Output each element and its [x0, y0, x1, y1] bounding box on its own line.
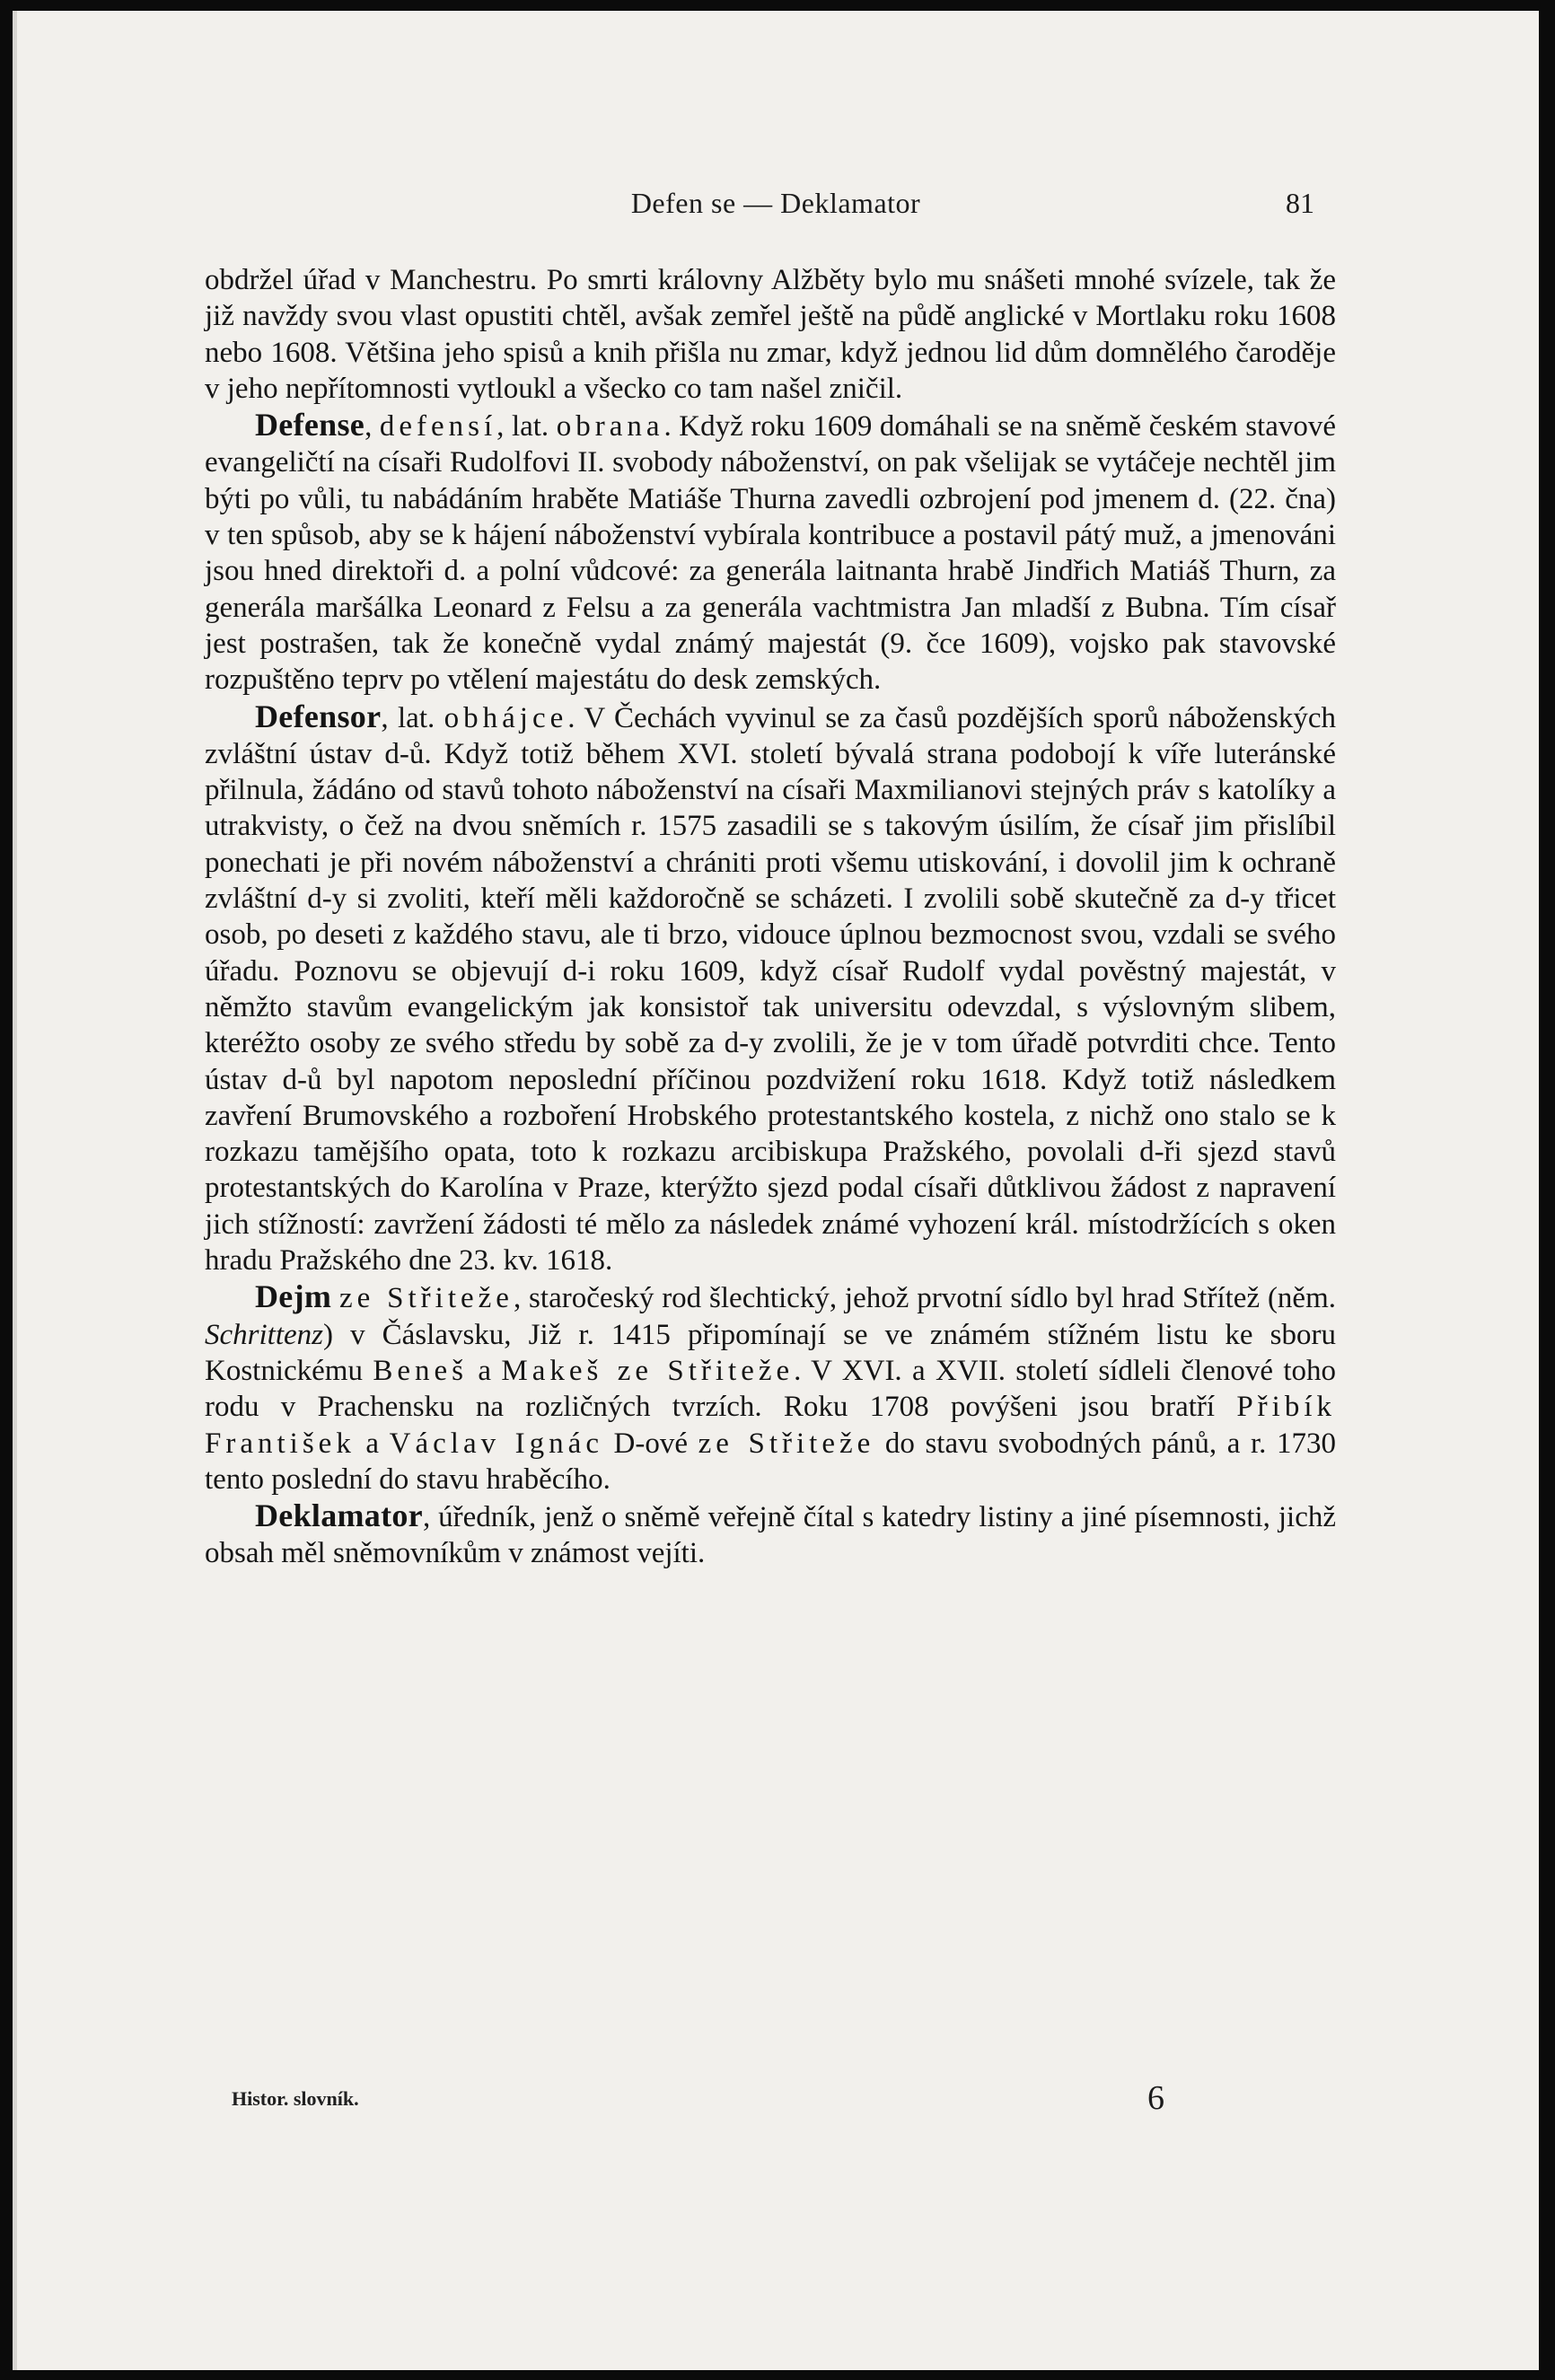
signature-mark: 6: [1147, 2079, 1164, 2117]
entry-dejm: [205, 1278, 1336, 1497]
text-segment: . V Čechách vyvinul se za časů pozdějších sporů náboženských zvláštní ústav d-ů. Když totiž během XVI. století bývalá strana podobojí k víře luteránské přilnula, žádáno od stavů tohoto náboženství na císaři Maxmilianovi stejných práv s katolíky a utrakvisty, o čež na dvou sněmích r. 1575 zasadili se s takovým úsilím, že císař jim přislíbil ponechati je při novém náboženství a chrániti proti všemu utiskování, i dovolil jim k ochraně zvláštní d-y si zvoliti, kteří měli každoročně se scházeti. I zvolili sobě skutečně za d-y třicet osob, po deseti z každého stavu, ale ti brzo, vidouce úplnou bezmocnost svou, vzdali se svého úřadu. Poznovu se objevují d-i roku 1609, když císař Rudolf vydal pověstný majestát, v němžto stavům evangelickým jak konsistoř tak universitu odevzdal, s výslovným slibem, kteréžto osoby ze svého středu by sobě za d-y zvolili, že je v tom úřadě potvrditi chce. Tento ústav d-ů byl napotom neposlední příčinou pozdvižení roku 1618. Když totiž následkem zavření Brumovského a rozboření Hrobského protestantského kostela, z nichž ono stalo se k rozkazu tamějšího opata, toto k rozkazu arcibiskupa Pražského, povolali d-ři sjezd stavů protestantských do Karolína v Praze, kterýžto sjezd podal císaři důtklivou žádost z napravení jich stížností: zavržení žádosti té mělo za následek známé vyhození král. místodržících s oken hradu Pražského dne 23. kv. 1618.: [205, 701, 1336, 1278]
spaced-text: obhájce: [444, 701, 568, 734]
text-segment: a: [468, 1354, 502, 1387]
spaced-text: ze Střiteže: [339, 1282, 514, 1315]
spaced-text: Václav Ignác: [389, 1427, 603, 1460]
paragraph: [205, 262, 1336, 407]
headword: Defensor: [255, 698, 382, 734]
spaced-text: ze Střiteže: [698, 1427, 875, 1460]
text-segment: . V XVI. a XVII. století sídleli členové toho rodu v Prachensku na rozličných tvrzích. Roku 1708 povýšeni jsou bratří: [205, 1354, 1337, 1424]
text-segment: obdržel úřad v Manchestru. Po smrti královny Alžběty bylo mu snášeti mnohé svízele, tak že již navždy svou vlast opustiti chtěl, avšak zemřel ještě na půdě anglické v Mortlaku roku 1608 nebo 1608. Většina jeho spisů a knih přišla nu zmar, když jednou lid dům domnělého čaroděje v jeho nepřítomnosti vytloukl a všecko co tam našel zničil.: [205, 264, 1336, 405]
text-segment: D-ové: [602, 1427, 698, 1460]
running-head-title: Defen se — Deklamator: [630, 187, 921, 219]
text-segment: . Když roku 1609 domáhali se na sněmě českém stavové evangeličtí na císaři Rudolfovi II. svobody náboženství, on pak všelijak se vytáčeje nechtěl jim býti po vůli, tu nabádáním hraběte Matiáše Thurna zavedli ozbrojení pod jmenem d. (22. čna) v ten spůsob, aby se k hájení náboženství vybírala kontribuce a postavil pátý muž, a jmenováni jsou hned direktoři d. a polní vůdcové: za generála laitnanta hrabě Jindřich Matiáš Thurn, za generála maršálka Leonard z Felsu a za generála vachtmistra Jan mladší z Bubna. Tím císař jest postrašen, tak že konečně vydal známý majestát (9. čce 1609), vojsko pak stavovské rozpuštěno teprv po vtělení majestátu do desk zemských.: [205, 410, 1337, 697]
entry-defense: [205, 407, 1336, 698]
text-segment: , staročeský rod šlechtický, jehož prvotní sídlo byl hrad Střítež (něm.: [513, 1282, 1336, 1315]
spaced-text: Přibík František: [205, 1391, 1336, 1460]
page-footer: [205, 2078, 1336, 2123]
page-number: 81: [1286, 187, 1314, 219]
text-segment: ) v Čáslavsku, Již r. 1415 připomínají se ve známém stížném listu ke sboru Kostnickému: [205, 1318, 1336, 1387]
entry-defensor: [205, 698, 1336, 1279]
text-segment: , lat.: [496, 410, 557, 444]
entry-deklamator: [205, 1497, 1336, 1572]
text-segment: , úředník, jenž o sněmě veřejně čítal s katedry listiny a jiné písemnosti, jichž obsah měl sněmovníkům v známost vejíti.: [205, 1501, 1336, 1570]
body-text: [205, 262, 1336, 1572]
spaced-text: obrana: [556, 410, 664, 444]
running-head: [13, 187, 1539, 223]
text-segment: do stavu svobodných pánů, a r. 1730 tento poslední do stavu hraběcího.: [205, 1427, 1336, 1496]
headword: Defense: [255, 407, 365, 444]
spaced-text: defensí: [379, 410, 497, 444]
footer-note: Histor. slovník.: [232, 2087, 359, 2110]
text-segment: [331, 1282, 339, 1314]
text-segment: , lat.: [381, 701, 444, 734]
italic-text: Schrittenz: [205, 1318, 323, 1351]
document-page: [13, 11, 1539, 2370]
headword: Dejm: [255, 1278, 332, 1315]
headword: Deklamator: [255, 1497, 423, 1534]
text-segment: ,: [365, 410, 380, 444]
spaced-text: Beneš: [373, 1354, 468, 1387]
spaced-text: Makeš ze Střiteže: [501, 1354, 795, 1387]
text-segment: a: [355, 1427, 390, 1460]
